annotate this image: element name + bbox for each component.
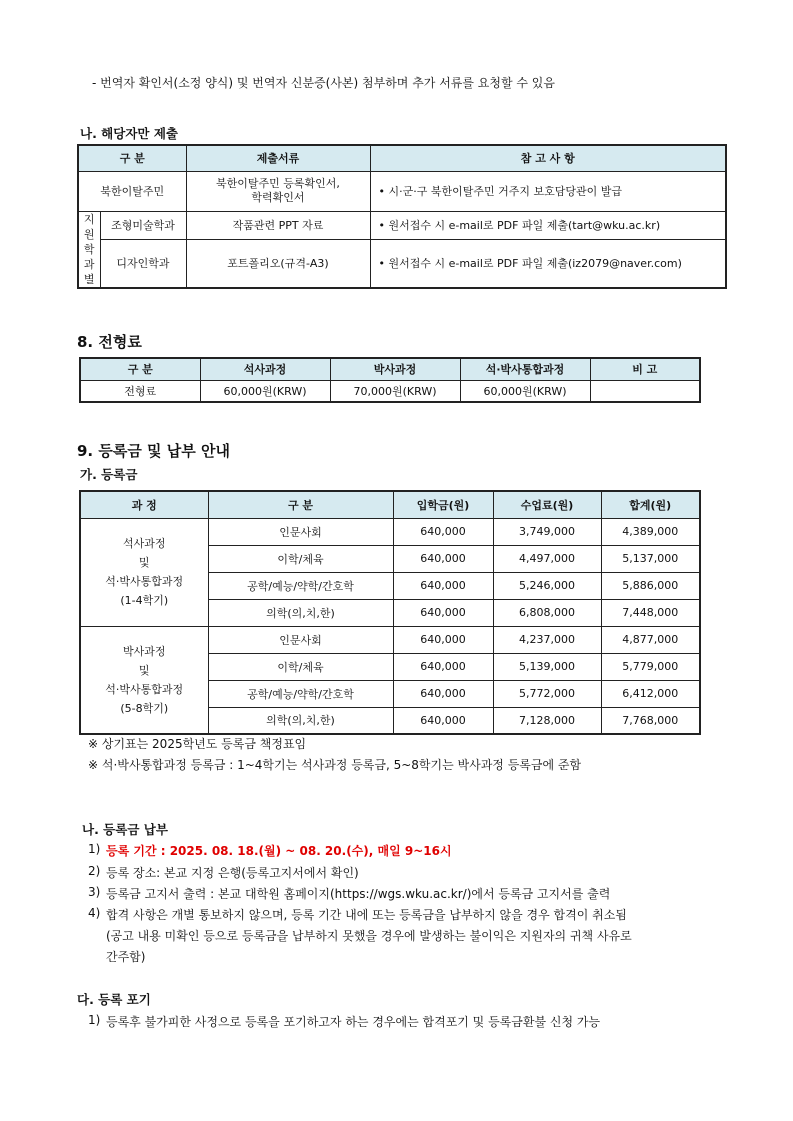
payment-item-2-num: 2): [88, 864, 101, 878]
header-course: 과 정: [80, 491, 208, 518]
cell-note: • 원서접수 시 e-mail로 PDF 파일 제출(iz2079@naver.com): [370, 240, 726, 288]
cell-dept: 조형미술학과: [100, 211, 186, 240]
cell-total: 6,412,000: [601, 680, 700, 707]
header-category: 구 분: [78, 145, 186, 171]
cell-tuition: 5,772,000: [493, 680, 601, 707]
header-total: 합계(원): [601, 491, 700, 518]
payment-item-4-cont-1: (공고 내용 미확인 등으로 등록금을 납부하지 못했을 경우에 발생하는 불이익은 지원자의 귀책 사유로: [106, 929, 632, 943]
cell-fee-master: 60,000원(KRW): [200, 380, 330, 402]
tuition-note-2: ※ 석·박사통합과정 등록금 : 1~4학기는 석사과정 등록금, 5~8학기는 박사과정 등록금에 준함: [88, 758, 582, 772]
payment-item-4: 합격 사항은 개별 통보하지 않으며, 등록 기간 내에 또는 등록금을 납부하지 않을 경우 합격이 취소됨: [106, 908, 627, 922]
cell-total: 7,768,000: [601, 707, 700, 734]
section9-sub-title: 가. 등록금: [80, 467, 138, 482]
cell-total: 4,389,000: [601, 518, 700, 545]
payment-item-3: 등록금 고지서 출력 : 본교 대학원 홈페이지(https://wgs.wku.ac.kr/)에서 등록금 고지서를 출력: [106, 887, 611, 901]
cell-tuition: 3,749,000: [493, 518, 601, 545]
section9-title: 9. 등록금 및 납부 안내: [77, 442, 230, 460]
payment-item-1-num: 1): [88, 842, 101, 856]
section-withdraw-title: 다. 등록 포기: [77, 992, 151, 1007]
cell-field: 공학/예능/약학/간호학: [208, 680, 393, 707]
cell-total: 5,779,000: [601, 653, 700, 680]
payment-item-4-cont-2: 간주함): [106, 950, 146, 964]
payment-item-4-num: 4): [88, 906, 101, 920]
header-integrated: 석·박사통합과정: [460, 358, 590, 380]
cell-field: 인문사회: [208, 626, 393, 653]
payment-item-3-num: 3): [88, 885, 101, 899]
cell-note: • 시·군·구 북한이탈주민 거주지 보호담당관이 발급: [370, 171, 726, 211]
cell-entrance: 640,000: [393, 626, 493, 653]
cell-dept: 디자인학과: [100, 240, 186, 288]
cell-total: 7,448,000: [601, 599, 700, 626]
cell-fee-remark: [590, 380, 700, 402]
fee-table: [79, 357, 701, 403]
cell-field: 의학(의,치,한): [208, 599, 393, 626]
header-master: 석사과정: [200, 358, 330, 380]
withdraw-item-1-num: 1): [88, 1013, 101, 1027]
group-label: [78, 211, 100, 288]
section-na-title: 나. 해당자만 제출: [80, 126, 178, 141]
header-category: 구 분: [80, 358, 200, 380]
cell-entrance: 640,000: [393, 707, 493, 734]
cell-total: 5,886,000: [601, 572, 700, 599]
cell-entrance: 640,000: [393, 599, 493, 626]
group-2-label: 박사과정 및 석·박사통합과정 (5-8학기): [80, 626, 208, 734]
cell-field: 공학/예능/약학/간호학: [208, 572, 393, 599]
payment-item-2: 등록 장소: 본교 지정 은행(등록고지서에서 확인): [106, 866, 359, 880]
payment-item-1: 등록 기간 : 2025. 08. 18.(월) ~ 08. 20.(수), 매일 9~16시: [106, 844, 452, 858]
cell-field: 이학/체육: [208, 545, 393, 572]
cell-total: 4,877,000: [601, 626, 700, 653]
cell-tuition: 5,139,000: [493, 653, 601, 680]
header-doc: 제출서류: [186, 145, 370, 171]
header-entrance: 입학금(원): [393, 491, 493, 518]
header-field: 구 분: [208, 491, 393, 518]
header-remark: 비 고: [590, 358, 700, 380]
cell-entrance: 640,000: [393, 653, 493, 680]
section-payment-title: 나. 등록금 납부: [82, 822, 168, 837]
section8-title: 8. 전형료: [77, 333, 142, 351]
header-note: 참 고 사 항: [370, 145, 726, 171]
group-1-label: 석사과정 및 석·박사통합과정 (1-4학기): [80, 518, 208, 626]
cell-doc: 작품관련 PPT 자료: [186, 211, 370, 240]
tuition-note-1: ※ 상기표는 2025학년도 등록금 책정표임: [88, 737, 307, 751]
cell-category: 북한이탈주민: [78, 171, 186, 211]
cell-field: 의학(의,치,한): [208, 707, 393, 734]
header-tuition: 수업료(원): [493, 491, 601, 518]
cell-total: 5,137,000: [601, 545, 700, 572]
cell-fee-doctor: 70,000원(KRW): [330, 380, 460, 402]
cell-field: 이학/체육: [208, 653, 393, 680]
cell-doc: 북한이탈주민 등록확인서, 학력확인서: [186, 171, 370, 211]
cell-tuition: 4,237,000: [493, 626, 601, 653]
cell-entrance: 640,000: [393, 572, 493, 599]
withdraw-item-1: 등록후 불가피한 사정으로 등록을 포기하고자 하는 경우에는 합격포기 및 등록금환불 신청 가능: [106, 1015, 601, 1029]
cell-entrance: 640,000: [393, 545, 493, 572]
intro-line: - 번역자 확인서(소정 양식) 및 번역자 신분증(사본) 첨부하며 추가 서류를 요청할 수 있음: [92, 76, 555, 90]
cell-doc: 포트폴리오(규격-A3): [186, 240, 370, 288]
cell-tuition: 5,246,000: [493, 572, 601, 599]
table-row: [80, 626, 700, 653]
cell-fee-integrated: 60,000원(KRW): [460, 380, 590, 402]
cell-tuition: 4,497,000: [493, 545, 601, 572]
header-doctor: 박사과정: [330, 358, 460, 380]
cell-entrance: 640,000: [393, 680, 493, 707]
submission-table: [77, 144, 727, 289]
table-row: [80, 518, 700, 545]
cell-tuition: 7,128,000: [493, 707, 601, 734]
cell-field: 인문사회: [208, 518, 393, 545]
cell-tuition: 6,808,000: [493, 599, 601, 626]
cell-fee-label: 전형료: [80, 380, 200, 402]
cell-note: • 원서접수 시 e-mail로 PDF 파일 제출(tart@wku.ac.kr): [370, 211, 726, 240]
cell-entrance: 640,000: [393, 518, 493, 545]
tuition-table: [79, 490, 701, 735]
group-label-text: 지 원 학 과 별: [83, 212, 95, 286]
